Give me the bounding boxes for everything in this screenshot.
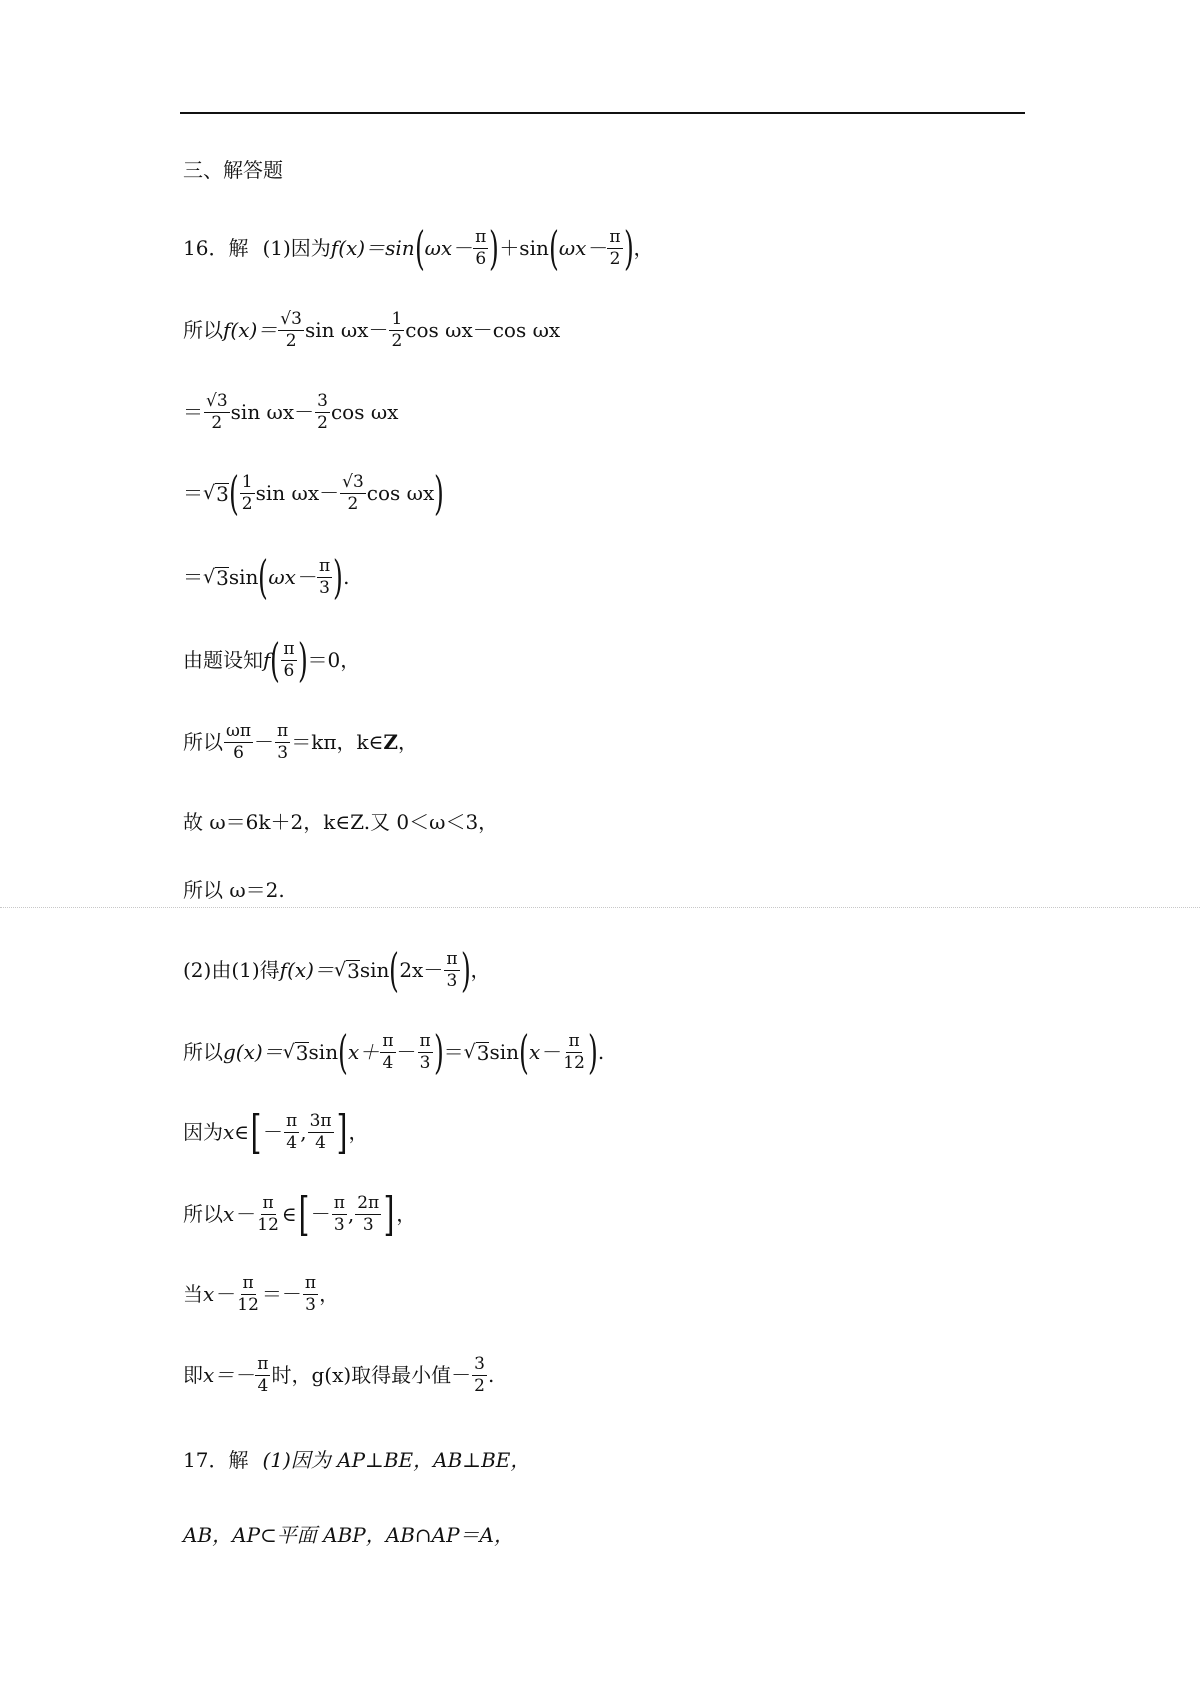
- p16-part2: (2)由(1)得 f(x)＝ √ 3 sin ( 2x－ $\frac{\pi}{3}$ ) ，: [183, 943, 491, 997]
- p17-line1: 17．解 (1)因为 AP⊥BE，AB⊥BE，: [183, 1448, 531, 1472]
- p16-range: 所以 x－ $\frac{\pi}{12}$ ∈ [ － $\frac{\pi}{3}$ , $\frac{2\pi}{3}$ ] ，: [183, 1187, 417, 1241]
- p16-step2: ＝ $\frac{√3}{2}$ sin ωx－ $\frac{3}{2}$ cos ωx: [183, 390, 399, 433]
- p16-definition: 16．解 (1)因为 f(x)＝sin ( ωx－ $\frac{\pi}{6}$ ) ＋sin ( ωx－ $\frac{\pi}{2}$ ) ，: [183, 221, 654, 275]
- p16-domain: 因为 x∈ [ － $\frac{\pi}{4}$ , $\frac{3\pi}{4}$ ] ，: [183, 1105, 369, 1159]
- p16-step3: ＝ √ 3 ( $\frac{1}{2}$ sin ωx－ $\frac{√3}{2}$ cos ωx ): [183, 466, 445, 520]
- header-rule: [180, 112, 1025, 114]
- p16-given: 由题设知 f ( $\frac{\pi}{6}$ ) ＝0，: [183, 633, 361, 687]
- section-heading: 三、解答题: [183, 158, 283, 182]
- p16-omega-result: 所以 ω＝2.: [183, 878, 285, 902]
- p16-step4: ＝ √ 3 sin ( ωx－ $\frac{\pi}{3}$ ) .: [183, 550, 350, 604]
- p16-omega-general: 故 ω＝6k＋2，k∈Z.又 0＜ω＜3，: [183, 810, 499, 834]
- p16-g-def: 所以 g(x)＝ √ 3 sin ( x＋ $\frac{\pi}{4}$ － $\frac{\pi}{3}$ ) ＝ √ 3 sin ( x－ $\frac{\pi}{12}$ ) .: [183, 1025, 605, 1079]
- p16-when: 当 x－ $\frac{\pi}{12}$ ＝－ $\frac{\pi}{3}$ ，: [183, 1272, 340, 1315]
- p16-omega-eq: 所以 $\frac{\omega\pi}{6}$ － $\frac{\pi}{3}$ ＝kπ，k∈ Z ，: [183, 720, 419, 763]
- p16-expand: 所以 f(x)＝ $\frac{√3}{2}$ sin ωx－ $\frac{1}{2}$ cos ωx－cos ωx: [183, 308, 561, 351]
- page-separator: [0, 907, 1200, 908]
- p17-line2: AB，AP⊂平面 ABP，AB∩AP＝A，: [183, 1523, 514, 1547]
- p16-min: 即 x＝－ $\frac{\pi}{4}$ 时，g(x)取得最小值－ $\frac{3}{2}$ .: [183, 1353, 495, 1396]
